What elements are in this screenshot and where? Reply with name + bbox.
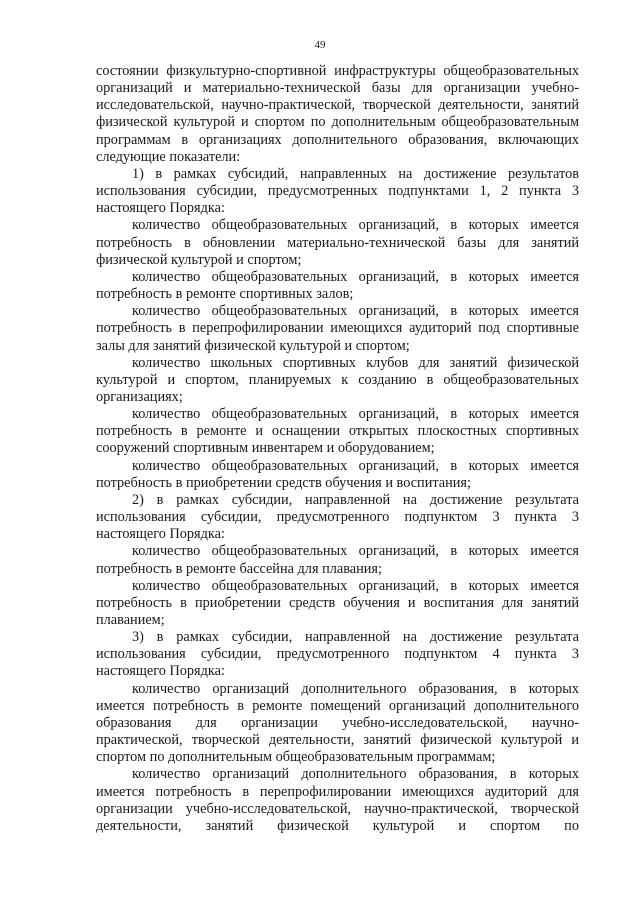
page-number: 49 (314, 39, 326, 51)
paragraph: количество общеобразовательных организаций, в которых имеется потребность в ремонте спортивных залов; (96, 268, 579, 303)
paragraph: количество общеобразовательных организаций, в которых имеется потребность в перепрофилировании имеющихся аудиторий под спортивные залы для занятий физической культурой и спортом; (96, 303, 579, 354)
paragraph: количество общеобразовательных организаций, в которых имеется потребность в обновлении материально-технической базы для занятий физической культурой и спортом; (96, 217, 579, 268)
document-body (96, 63, 579, 835)
paragraph: 2) в рамках субсидии, направленной на достижение результата использования субсидии, предусмотренного подпунктом 3 пункта 3 настоящего Порядка: (96, 491, 579, 543)
paragraph: количество общеобразовательных организаций, в которых имеется потребность в приобретении средств обучения и воспитания для занятий плаванием; (96, 577, 579, 628)
paragraph: количество организаций дополнительного образования, в которых имеется потребность в перепрофилировании имеющихся аудиторий для организации учебно-исследовательской, научно-практической, творческой деятельности, занятий физической культурой и спортом по (96, 766, 579, 834)
paragraph: состоянии физкультурно-спортивной инфраструктуры общеобразовательных организаций и материально-технической базы для организации учебно-исследовательской, научно-практической, творческой деятельности, занятий физической культурой и спортом по дополнительным общеобразовательным программам в организациях дополнительного образования, включающих следующие показатели: (96, 63, 579, 165)
paragraph: 1) в рамках субсидий, направленных на достижение результатов использования субсидии, предусмотренных подпунктами 1, 2 пункта 3 настоящего Порядка: (96, 165, 579, 217)
paragraph: количество общеобразовательных организаций, в которых имеется потребность в приобретении средств обучения и воспитания; (96, 457, 579, 491)
paragraph: 3) в рамках субсидии, направленной на достижение результата использования субсидии, предусмотренного подпунктом 4 пункта 3 настоящего Порядка: (96, 629, 579, 680)
paragraph: количество общеобразовательных организаций, в которых имеется потребность в ремонте и оснащении открытых плоскостных спортивных сооружений спортивным инвентарем и оборудованием; (96, 406, 579, 457)
paragraph: количество школьных спортивных клубов для занятий физической культурой и спортом, планируемых к созданию в общеобразовательных организациях; (96, 354, 579, 405)
paragraph: количество организаций дополнительного образования, в которых имеется потребность в ремонте помещений организаций дополнительного образования для организации учебно-исследовательской, научно-практической, творческой деятельности, занятий физической культурой и спортом по дополнительным общеобразовательным программам; (96, 680, 579, 766)
paragraph: количество общеобразовательных организаций, в которых имеется потребность в ремонте бассейна для плавания; (96, 543, 579, 577)
